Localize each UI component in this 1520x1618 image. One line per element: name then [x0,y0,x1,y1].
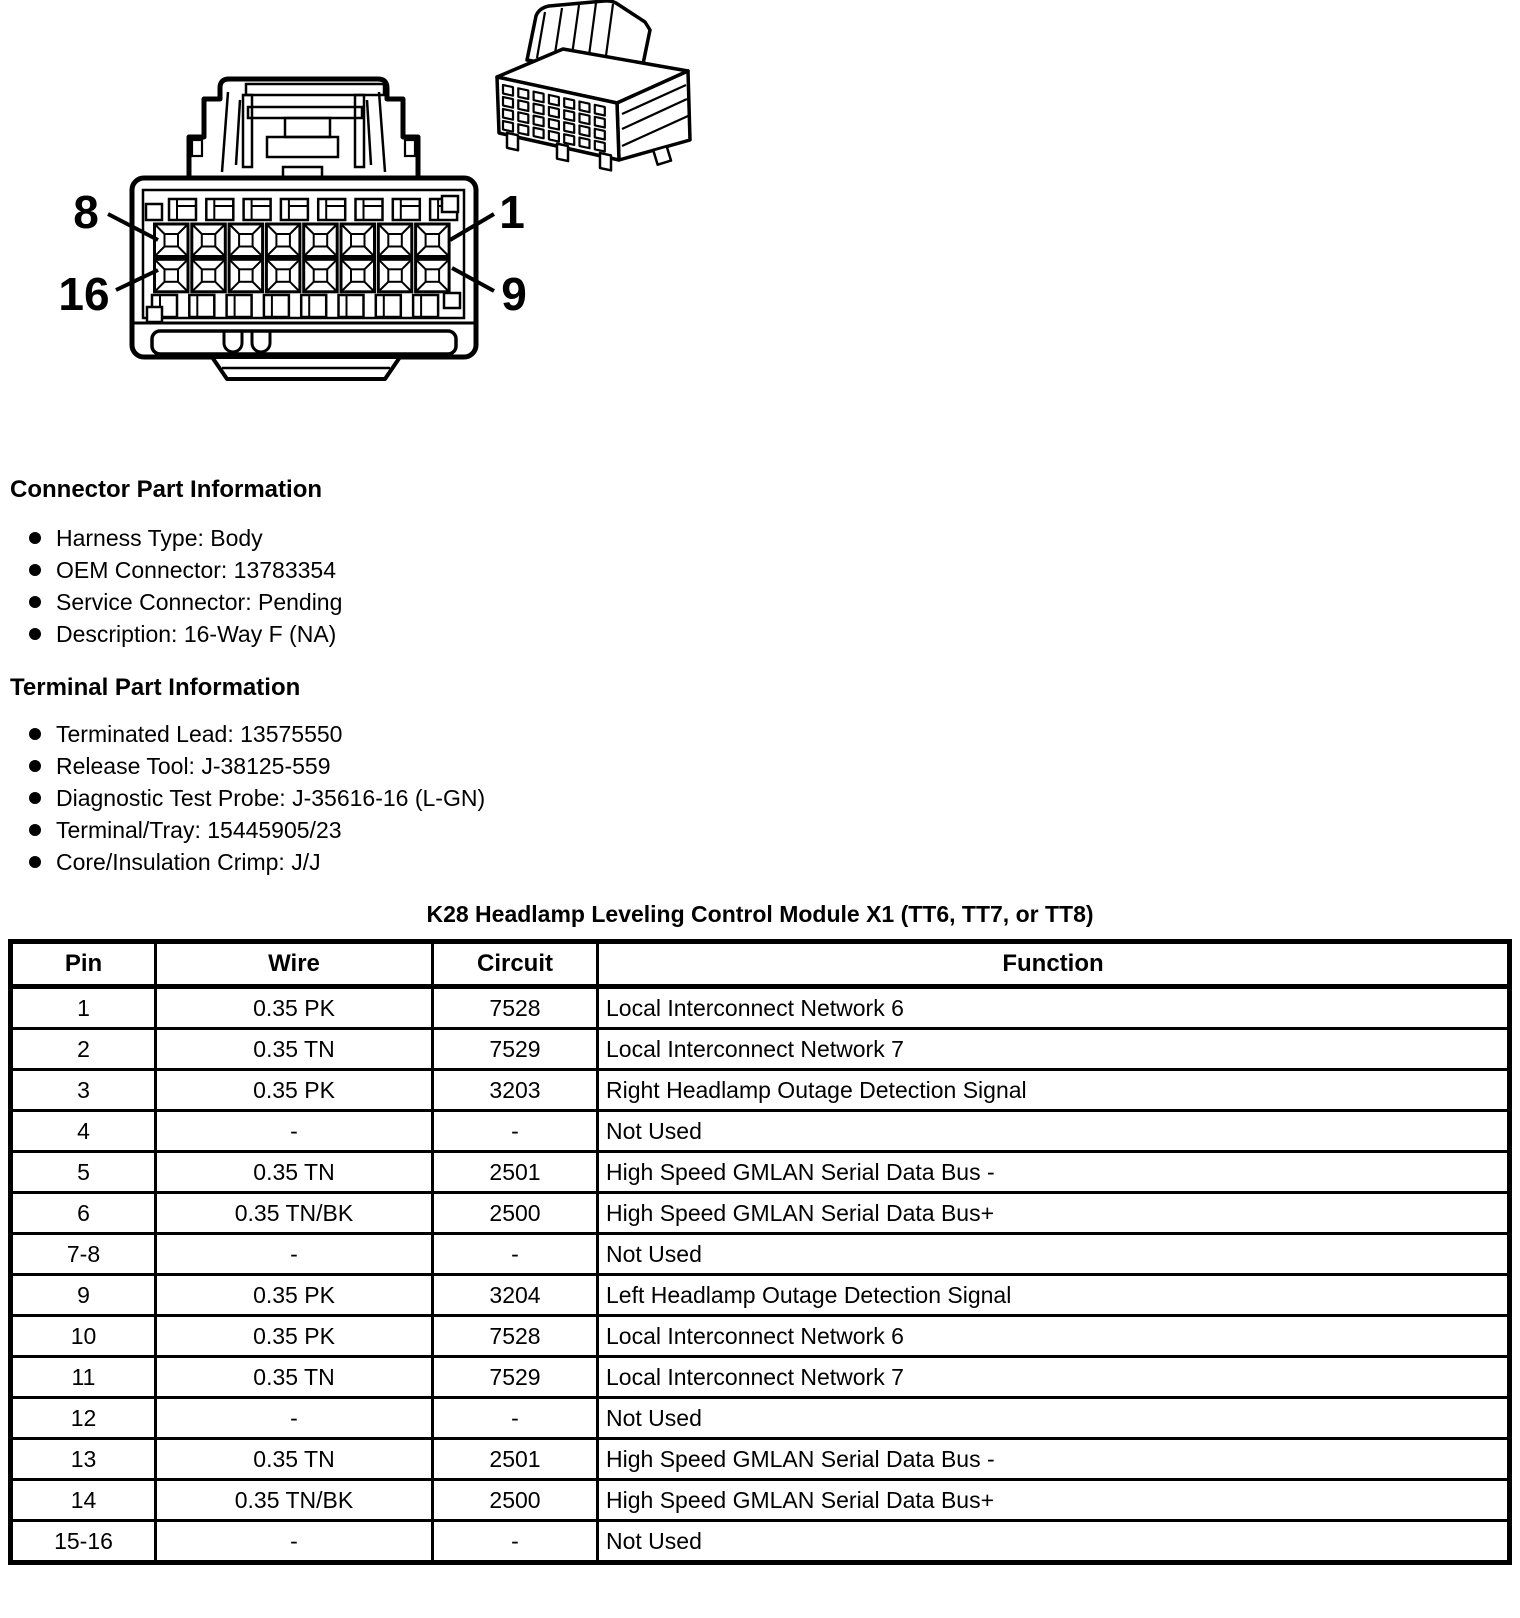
circuit-cell: 7529 [433,1357,598,1398]
terminal-part-information-list [0,718,1520,878]
circuit-cell: 7528 [433,987,598,1029]
pinout-table-row [11,1029,1510,1070]
pin-cell: 6 [11,1193,156,1234]
function-cell: High Speed GMLAN Serial Data Bus - [598,1152,1510,1193]
pin-cell: 10 [11,1316,156,1357]
pin-cell: 12 [11,1398,156,1439]
wire-cell: 0.35 TN [156,1029,433,1070]
bullet-item [0,718,1520,750]
function-cell: Right Headlamp Outage Detection Signal [598,1070,1510,1111]
bullet-text: Diagnostic Test Probe: J-35616-16 (L-GN) [56,784,486,811]
column-header-circuit: Circuit [433,942,598,987]
pinout-table-row [11,1111,1510,1152]
bullet-icon [29,856,41,868]
pin-cell: 2 [11,1029,156,1070]
pin-label-8: 8 [73,186,99,238]
circuit-cell: 2500 [433,1480,598,1521]
bullet-item [0,750,1520,782]
column-header-function: Function [598,942,1510,987]
wire-cell: 0.35 PK [156,1275,433,1316]
function-cell: Local Interconnect Network 6 [598,987,1510,1029]
bullet-icon [29,532,41,544]
pinout-table-row [11,1480,1510,1521]
pin-cell: 15-16 [11,1521,156,1563]
connector-diagram-svg [0,0,720,402]
function-cell: High Speed GMLAN Serial Data Bus+ [598,1193,1510,1234]
circuit-cell: 7528 [433,1316,598,1357]
wire-cell: 0.35 TN/BK [156,1480,433,1521]
wire-cell: 0.35 PK [156,1070,433,1111]
pinout-table-row [11,1357,1510,1398]
circuit-cell: - [433,1111,598,1152]
wire-cell: 0.35 TN [156,1152,433,1193]
circuit-cell: 3203 [433,1070,598,1111]
bullet-item [0,782,1520,814]
bullet-text: Service Connector: Pending [56,588,343,615]
pin-cell: 4 [11,1111,156,1152]
pin-label-1: 1 [499,186,525,238]
circuit-cell: 2500 [433,1193,598,1234]
bullet-item [0,618,1520,650]
bullet-item [0,586,1520,618]
pin-label-16: 16 [58,268,110,320]
column-header-wire: Wire [156,942,433,987]
bullet-icon [29,792,41,804]
function-cell: Not Used [598,1111,1510,1152]
function-cell: Not Used [598,1234,1510,1275]
bullet-text: Terminated Lead: 13575550 [56,720,343,747]
wire-cell: 0.35 PK [156,987,433,1029]
circuit-cell: 3204 [433,1275,598,1316]
connector-front-view [58,79,526,379]
bullet-text: Harness Type: Body [56,524,263,551]
function-cell: High Speed GMLAN Serial Data Bus+ [598,1480,1510,1521]
connector-part-information-heading: Connector Part Information [10,476,323,503]
pinout-table-row [11,1152,1510,1193]
latch-front [189,79,418,178]
bullet-item [0,814,1520,846]
pin-cell: 9 [11,1275,156,1316]
pinout-table-row [11,1316,1510,1357]
pin-cell: 14 [11,1480,156,1521]
wire-cell: 0.35 TN [156,1357,433,1398]
pinout-table-row [11,1070,1510,1111]
pin-cell: 1 [11,987,156,1029]
wire-cell: - [156,1111,433,1152]
circuit-cell: - [433,1521,598,1563]
bullet-icon [29,596,41,608]
wire-cell: 0.35 TN/BK [156,1193,433,1234]
column-header-pin: Pin [11,942,156,987]
bullet-icon [29,628,41,640]
pin-cell: 13 [11,1439,156,1480]
bullet-text: OEM Connector: 13783354 [56,556,337,583]
pinout-table [8,939,1512,1565]
circuit-cell: 2501 [433,1439,598,1480]
bullet-text: Core/Insulation Crimp: J/J [56,848,321,875]
connector-isometric-view [497,1,690,171]
function-cell: Local Interconnect Network 7 [598,1357,1510,1398]
bullet-item [0,554,1520,586]
function-cell: Not Used [598,1398,1510,1439]
connector-diagram [0,0,720,402]
function-cell: Local Interconnect Network 7 [598,1029,1510,1070]
pin-label-9: 9 [501,268,527,320]
pinout-table-row [11,1521,1510,1563]
pin-cell: 5 [11,1152,156,1193]
bullet-text: Release Tool: J-38125-559 [56,752,331,779]
circuit-cell: - [433,1398,598,1439]
pinout-table-title: K28 Headlamp Leveling Control Module X1 (TT6, TT7, or TT8) [426,901,1094,927]
bullet-icon [29,728,41,740]
wire-cell: - [156,1398,433,1439]
pinout-table-row [11,1439,1510,1480]
bullet-icon [29,564,41,576]
wire-cell: 0.35 PK [156,1316,433,1357]
wire-cell: - [156,1234,433,1275]
pinout-table-row [11,1193,1510,1234]
bullet-item [0,846,1520,878]
connector-part-information-list [0,522,1520,650]
bullet-item [0,522,1520,554]
wire-cell: 0.35 TN [156,1439,433,1480]
circuit-cell: 7529 [433,1029,598,1070]
function-cell: High Speed GMLAN Serial Data Bus - [598,1439,1510,1480]
bullet-text: Terminal/Tray: 15445905/23 [56,816,342,843]
pinout-header-row [11,942,1510,987]
pinout-table-row [11,1234,1510,1275]
terminal-part-information-heading: Terminal Part Information [10,674,301,701]
pin-cell: 7-8 [11,1234,156,1275]
pinout-table-row [11,1398,1510,1439]
pin-cell: 11 [11,1357,156,1398]
function-cell: Left Headlamp Outage Detection Signal [598,1275,1510,1316]
pinout-table-row [11,987,1510,1029]
pin-cell: 3 [11,1070,156,1111]
bullet-icon [29,760,41,772]
pinout-table-row [11,1275,1510,1316]
wire-cell: - [156,1521,433,1563]
circuit-cell: - [433,1234,598,1275]
function-cell: Not Used [598,1521,1510,1563]
function-cell: Local Interconnect Network 6 [598,1316,1510,1357]
bullet-text: Description: 16-Way F (NA) [56,620,337,647]
bullet-icon [29,824,41,836]
circuit-cell: 2501 [433,1152,598,1193]
